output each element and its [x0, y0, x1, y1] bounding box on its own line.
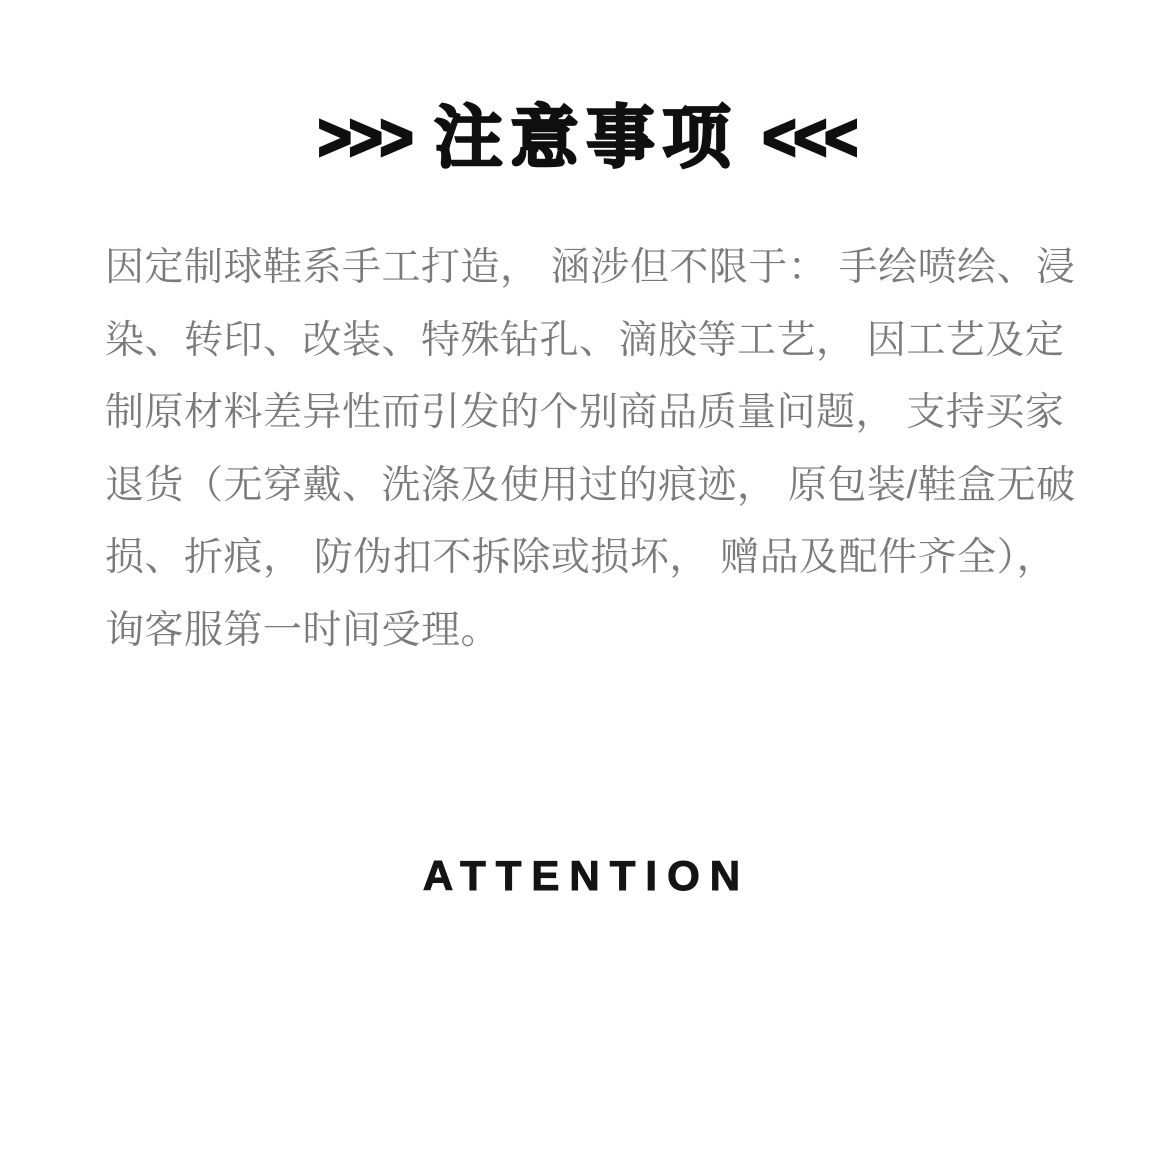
right-chevrons-decoration: <<< [762, 101, 856, 174]
page-title [0, 96, 1173, 180]
notice-line-1: 因定制球鞋系手工打造， 涵涉但不限于： 手绘喷绘、浸 [105, 246, 1076, 289]
notice-line-6: 询客服第一时间受理。 [105, 608, 501, 652]
title-text: 注意事项 [434, 100, 739, 176]
notice-paragraph [105, 232, 1080, 667]
notice-line-4: 退货（无穿戴、洗涤及使用过的痕迹， 原包装/鞋盒无破 [105, 463, 1076, 507]
notice-line-5: 损、折痕， 防伪扣不拆除或损坏， 赠品及配件齐全）， [105, 536, 1057, 579]
notice-line-3: 制原材料差异性而引发的个别商品质量问题， 支持买家 [105, 391, 1065, 434]
left-chevrons-decoration: >>> [317, 101, 411, 174]
attention-wordmark: ATTENTION [422, 852, 751, 899]
notice-line-2: 染、转印、改装、特殊钻孔、滴胶等工艺， 因工艺及定 [105, 318, 1065, 362]
